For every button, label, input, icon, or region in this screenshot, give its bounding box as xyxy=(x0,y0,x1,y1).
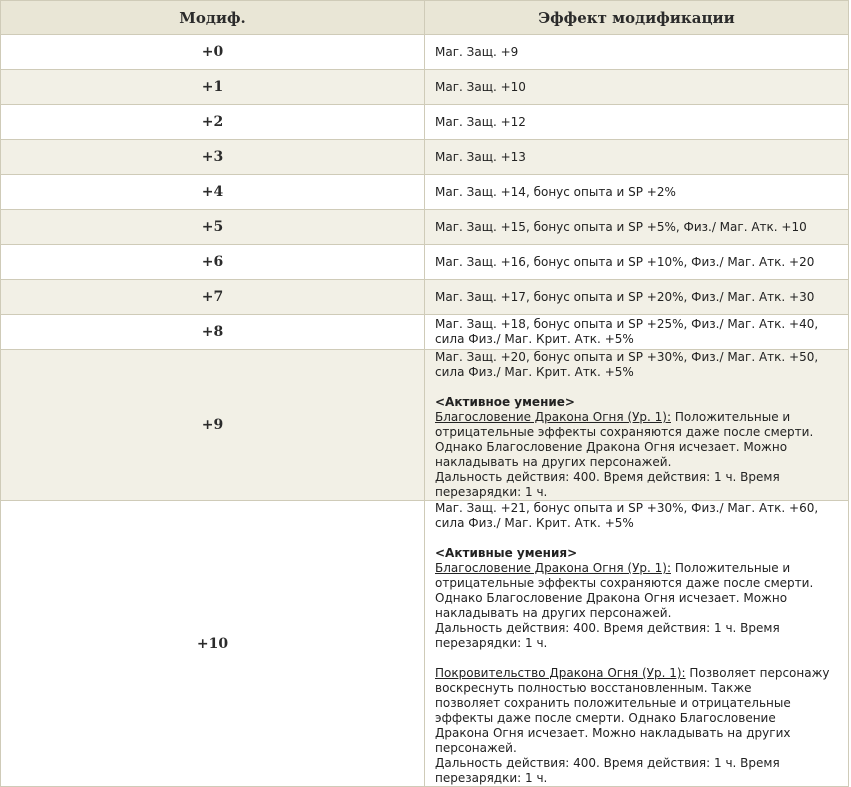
skill-desc-line: Дальность действия: 400. Время действия: 1 ч. Время перезарядки: 1 ч. xyxy=(435,756,780,785)
table-row xyxy=(1,315,849,350)
effect-cell: Маг. Защ. +15, бонус опыта и SP +5%, Физ./ Маг. Атк. +10 xyxy=(425,210,849,245)
table-row xyxy=(1,501,849,787)
table-row xyxy=(1,280,849,315)
table-row xyxy=(1,70,849,105)
column-header-level: Модиф. xyxy=(1,1,425,35)
skill-desc-text: Позволяет персонажу воскреснуть полностью восстановленным. Также xyxy=(435,666,830,695)
skill-name: Покровительство Дракона Огня (Ур. 1): xyxy=(435,666,686,680)
effect-cell xyxy=(425,501,849,787)
skill-name: Благословение Дракона Огня (Ур. 1): xyxy=(435,561,671,575)
skill-description xyxy=(435,666,848,696)
level-cell: +2 xyxy=(1,105,425,140)
skill-desc-line: Однако Благословение Дракона Огня исчезает. Можно накладывать на других персонажей. xyxy=(435,591,788,620)
effect-cell: Маг. Защ. +12 xyxy=(425,105,849,140)
skill-description xyxy=(435,410,848,440)
level-cell: +8 xyxy=(1,315,425,350)
skill-desc-line: Дракона Огня исчезает. Можно накладывать на других персонажей. xyxy=(435,726,791,755)
effect-cell: Маг. Защ. +9 xyxy=(425,35,849,70)
level-cell: +5 xyxy=(1,210,425,245)
skills-header: <Активное умение> xyxy=(435,395,575,409)
table-row xyxy=(1,175,849,210)
skill-desc-text: Положительные и отрицательные эффекты сохраняются даже после смерти. xyxy=(435,410,814,439)
effect-cell: Маг. Защ. +14, бонус опыта и SP +2% xyxy=(425,175,849,210)
level-cell: +4 xyxy=(1,175,425,210)
level-cell: +6 xyxy=(1,245,425,280)
skills-header: <Активные умения> xyxy=(435,546,578,560)
table-row xyxy=(1,35,849,70)
skill-desc-line: Дальность действия: 400. Время действия: 1 ч. Время перезарядки: 1 ч. xyxy=(435,470,780,499)
table-row xyxy=(1,245,849,280)
level-cell: +1 xyxy=(1,70,425,105)
level-cell: +3 xyxy=(1,140,425,175)
skill-desc-line: Однако Благословение Дракона Огня исчезает. Можно накладывать на других персонажей. xyxy=(435,440,788,469)
table-header-row xyxy=(1,1,849,35)
table-row xyxy=(1,350,849,501)
table-row xyxy=(1,140,849,175)
effect-cell: Маг. Защ. +18, бонус опыта и SP +25%, Физ./ Маг. Атк. +40, сила Физ./ Маг. Крит. Атк. +5% xyxy=(425,315,849,350)
skill-desc-line: позволяет сохранить положительные и отрицательные эффекты даже после смерти. Однако Благословение xyxy=(435,696,791,725)
skill-desc-text: Положительные и отрицательные эффекты сохраняются даже после смерти. xyxy=(435,561,814,590)
effect-stats: Маг. Защ. +21, бонус опыта и SP +30%, Физ./ Маг. Атк. +60, сила Физ./ Маг. Крит. Атк. +5% xyxy=(435,501,819,530)
skill-description xyxy=(435,561,848,591)
skill-name: Благословение Дракона Огня (Ур. 1): xyxy=(435,410,671,424)
skill-desc-line: Дальность действия: 400. Время действия: 1 ч. Время перезарядки: 1 ч. xyxy=(435,621,780,650)
level-cell: +9 xyxy=(1,350,425,501)
effect-cell: Маг. Защ. +16, бонус опыта и SP +10%, Физ./ Маг. Атк. +20 xyxy=(425,245,849,280)
level-cell: +10 xyxy=(1,501,425,787)
column-header-effect: Эффект модификации xyxy=(425,1,849,35)
effect-cell: Маг. Защ. +13 xyxy=(425,140,849,175)
effect-cell xyxy=(425,350,849,501)
level-cell: +0 xyxy=(1,35,425,70)
table-row xyxy=(1,210,849,245)
effect-cell: Маг. Защ. +17, бонус опыта и SP +20%, Физ./ Маг. Атк. +30 xyxy=(425,280,849,315)
level-cell: +7 xyxy=(1,280,425,315)
effect-cell: Маг. Защ. +10 xyxy=(425,70,849,105)
effect-stats: Маг. Защ. +20, бонус опыта и SP +30%, Физ./ Маг. Атк. +50, сила Физ./ Маг. Крит. Атк. +5% xyxy=(435,350,819,379)
table-row xyxy=(1,105,849,140)
